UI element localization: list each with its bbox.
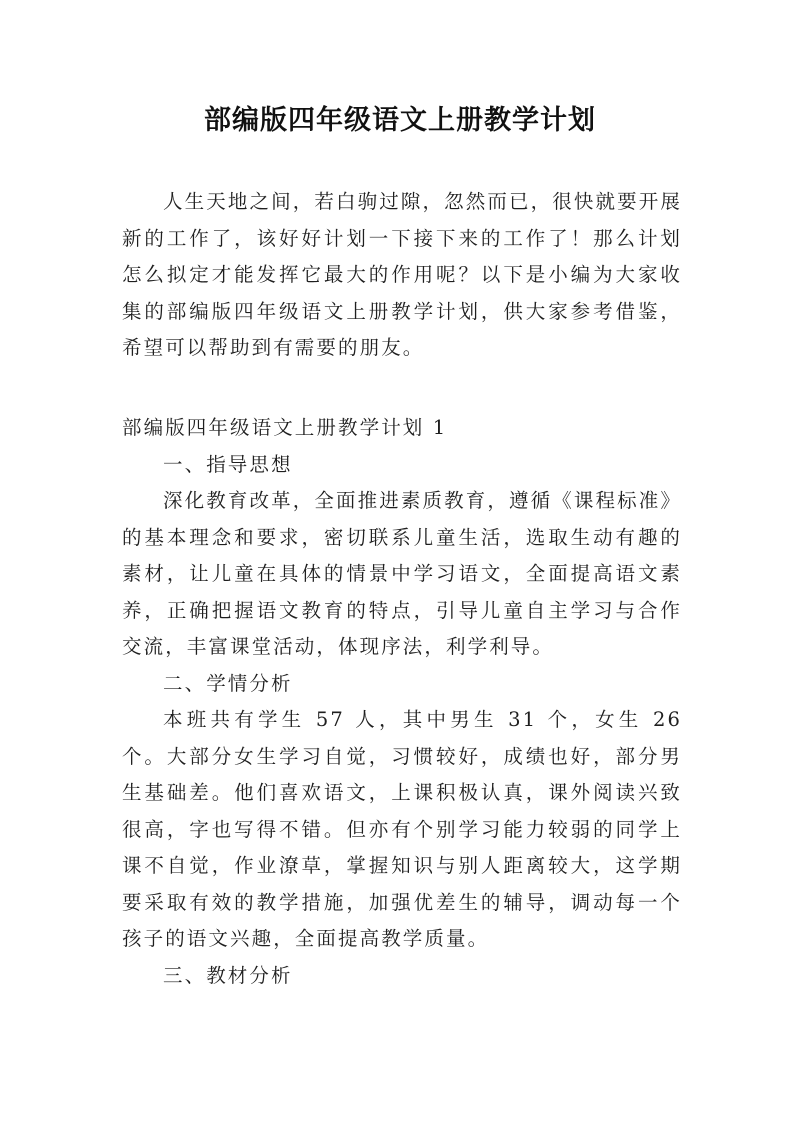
intro-block [122,184,682,367]
heading-guiding-ideology: 一、指导思想 [163,452,293,476]
paragraph-student-analysis: 本班共有学生 57 人，其中男生 31 个，女生 26 个。大部分女生学习自觉，习惯较好，成绩也好，部分男生基础差。他们喜欢语文，上课积极认真，课外阅读兴致很高，字也写得不错。但亦有个别学习能力较弱的同学上课不自觉，作业潦草，掌握知识与别人距离较大，这学期要采取有效的教学措施，加强优差生的辅导，调动每一个孩子的语文兴趣，全面提高教学质量。 [122,708,682,950]
plan-section [122,410,682,994]
document-title: 部编版四年级语文上册教学计划 [204,105,596,136]
paragraph-guiding-ideology: 深化教育改革，全面推进素质教育，遵循《课程标准》的基本理念和要求，密切联系儿童生活，选取生动有趣的素材，让儿童在具体的情景中学习语文，全面提高语文素养，正确把握语文教育的特点，引导儿童自主学习与合作交流，丰富课堂活动，体现序法，利学利导。 [122,489,682,658]
heading-textbook-analysis: 三、教材分析 [163,963,293,987]
section-title: 部编版四年级语文上册教学计划 1 [122,416,448,439]
intro-paragraph: 人生天地之间，若白驹过隙，忽然而已，很快就要开展新的工作了，该好好计划一下接下来的工作了！那么计划怎么拟定才能发挥它最大的作用呢？以下是小编为大家收集的部编版四年级语文上册教学计划，供大家参考借鉴，希望可以帮助到有需要的朋友。 [122,190,682,359]
heading-student-analysis: 二、学情分析 [163,671,293,695]
